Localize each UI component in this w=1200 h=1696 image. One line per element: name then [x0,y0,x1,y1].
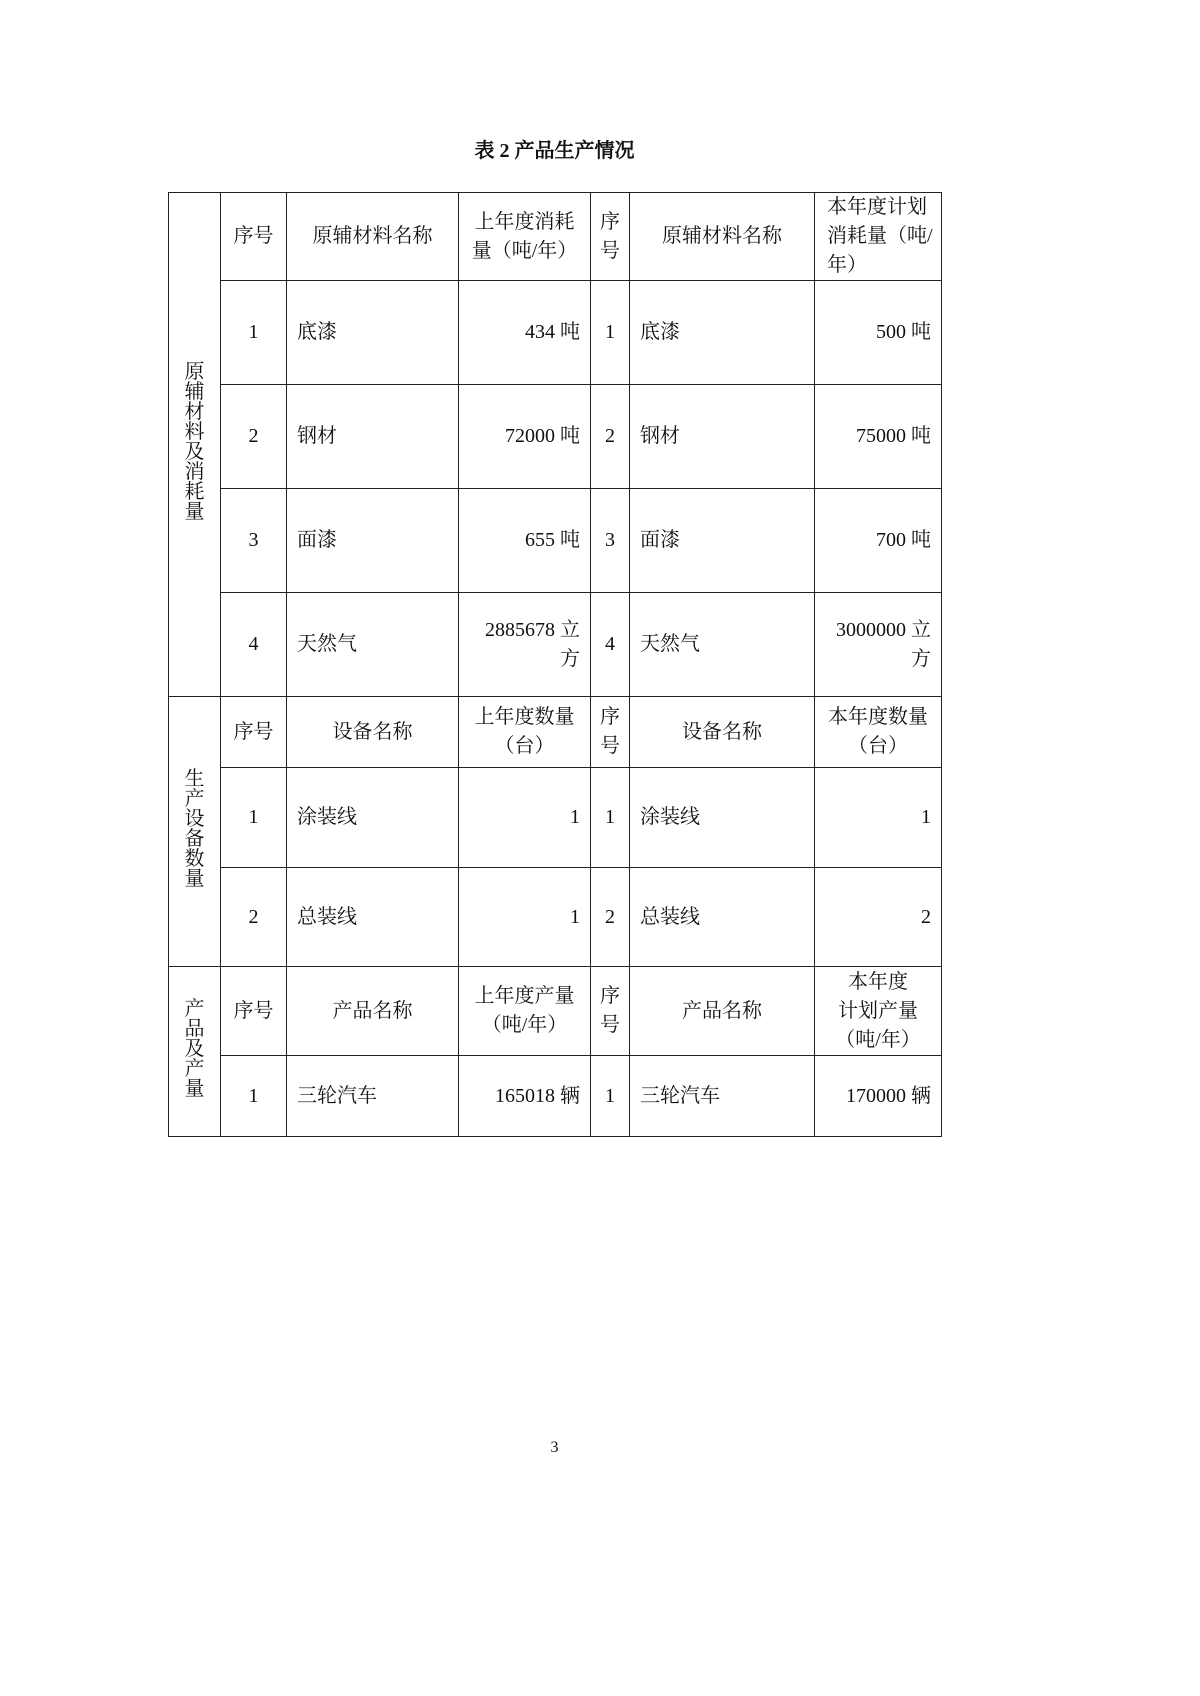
section-label-equipment [169,697,221,967]
header-line: 计划产量 [838,999,918,1022]
header-line: （吨/年） [835,1028,921,1051]
cell-curr: 700 吨 [815,489,942,593]
header-seq2: 序号 [591,193,630,281]
equipment-header-row [169,697,942,768]
cell-curr: 3000000 立方 [815,593,942,697]
header-seq: 序号 [221,967,287,1056]
products-header-row [169,967,942,1056]
cell-prev: 2885678 立方 [459,593,591,697]
cell-name: 底漆 [287,281,459,385]
header-seq: 序号 [221,697,287,768]
header-prev-output: 上年度产量（吨/年） [459,967,591,1056]
table-title: 表 2 产品生产情况 [474,140,635,162]
cell-prev: 1 [459,868,591,967]
cell-name: 总装线 [287,868,459,967]
table-row [169,281,942,385]
cell-name2: 三轮汽车 [630,1056,815,1137]
cell-prev: 655 吨 [459,489,591,593]
cell-seq2: 1 [591,768,630,868]
cell-name2: 钢材 [630,385,815,489]
table-body [169,193,942,1137]
header-equipment-name: 设备名称 [287,697,459,768]
cell-seq2: 2 [591,868,630,967]
production-table [168,192,942,1137]
header-material-name2: 原辅材料名称 [630,193,815,281]
cell-name: 涂装线 [287,768,459,868]
cell-curr: 500 吨 [815,281,942,385]
header-seq: 序号 [221,193,287,281]
cell-seq: 1 [221,1056,287,1137]
header-prev-count: 上年度数量（台） [459,697,591,768]
cell-seq: 2 [221,868,287,967]
cell-curr: 75000 吨 [815,385,942,489]
table-row [169,385,942,489]
cell-curr: 170000 辆 [815,1056,942,1137]
header-product-name: 产品名称 [287,967,459,1056]
header-planned-output [815,967,942,1056]
table-row [169,768,942,868]
header-prev-consumption: 上年度消耗量（吨/年） [459,193,591,281]
cell-name: 天然气 [287,593,459,697]
cell-name: 钢材 [287,385,459,489]
cell-name2: 底漆 [630,281,815,385]
section-label-text: 产品及产量 [184,998,205,1100]
section-label-materials [169,193,221,697]
cell-name2: 涂装线 [630,768,815,868]
cell-name2: 面漆 [630,489,815,593]
cell-seq2: 1 [591,281,630,385]
header-product-name2: 产品名称 [630,967,815,1056]
header-curr-count: 本年度数量（台） [815,697,942,768]
cell-curr: 2 [815,868,942,967]
cell-curr: 1 [815,768,942,868]
cell-seq2: 1 [591,1056,630,1137]
table-row [169,593,942,697]
cell-seq2: 3 [591,489,630,593]
materials-header-row [169,193,942,281]
header-seq2: 序号 [591,967,630,1056]
cell-seq2: 2 [591,385,630,489]
cell-prev: 434 吨 [459,281,591,385]
table-row [169,489,942,593]
cell-prev: 72000 吨 [459,385,591,489]
header-planned-consumption: 本年度计划消耗量（吨/年） [815,193,942,281]
section-label-text: 生产设备数量 [184,768,205,890]
cell-prev: 165018 辆 [459,1056,591,1137]
cell-name: 三轮汽车 [287,1056,459,1137]
header-equipment-name2: 设备名称 [630,697,815,768]
cell-name: 面漆 [287,489,459,593]
header-seq2: 序号 [591,697,630,768]
cell-name2: 天然气 [630,593,815,697]
cell-seq: 1 [221,768,287,868]
header-line: 本年度 [848,970,908,993]
header-material-name: 原辅材料名称 [287,193,459,281]
cell-seq: 3 [221,489,287,593]
cell-name2: 总装线 [630,868,815,967]
cell-seq: 1 [221,281,287,385]
cell-seq: 4 [221,593,287,697]
cell-seq: 2 [221,385,287,489]
section-label-text: 原辅材料及消耗量 [184,361,205,523]
table-row [169,868,942,967]
cell-seq2: 4 [591,593,630,697]
section-label-products [169,967,221,1137]
page-number: 3 [550,1439,559,1456]
cell-prev: 1 [459,768,591,868]
table-row [169,1056,942,1137]
